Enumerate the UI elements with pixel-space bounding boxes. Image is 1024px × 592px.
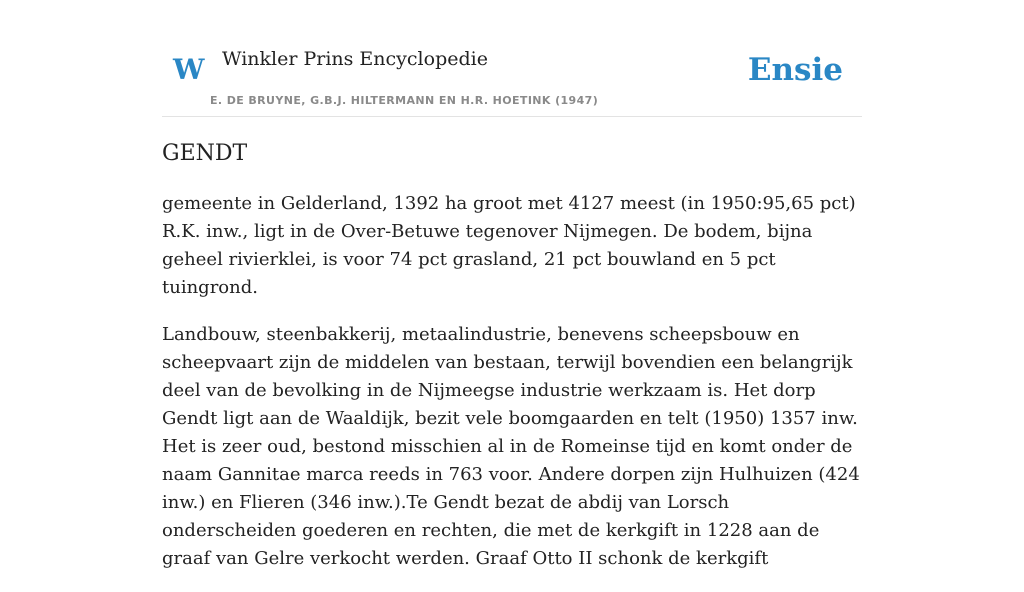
ensie-logo-link[interactable]: Ensie	[747, 52, 843, 88]
book-title[interactable]: Winkler Prins Encyclopedie	[222, 48, 488, 70]
entry-paragraph-2: Landbouw, steenbakkerij, metaalindustrie, benevens scheepsbouw en scheepvaart zijn de middelen van bestaan, terwijl bovendien een belangrijk deel van de bevolking in de Nijmeegse industrie werkzaam is. Het dorp Gendt ligt aan de Waaldijk, bezit vele boomgaarden en telt (1950) 1357 inw. Het is zeer oud, bestond misschien al in de Romeinse tijd en komt onder de naam Gannitae marca reeds in 763 voor. Andere dorpen zijn Hulhuizen (424 inw.) en Flieren (346 inw.).Te Gendt bezat de abdij van Lorsch onderscheiden goederen en rechten, die met de kerkgift in 1228 aan de graaf van Gelre verkocht werden. Graaf Otto II schonk de kerkgift	[162, 324, 860, 569]
site-header	[162, 0, 862, 117]
entry-title: GENDT	[162, 141, 248, 166]
entry-content	[162, 138, 862, 592]
book-authors: E. DE BRUYNE, G.B.J. HILTERMANN EN H.R. HOETINK (1947)	[210, 94, 599, 107]
entry-paragraph-1: gemeente in Gelderland, 1392 ha groot met 4127 meest (in 1950:95,65 pct) R.K. inw., ligt in de Over-Betuwe tegenover Nijmegen. De bodem, bijna geheel rivierklei, is voor 74 pct grasland, 21 pct bouwland en 5 pct tuingrond.	[162, 193, 856, 298]
winkler-prins-logo[interactable]: W	[173, 53, 205, 86]
